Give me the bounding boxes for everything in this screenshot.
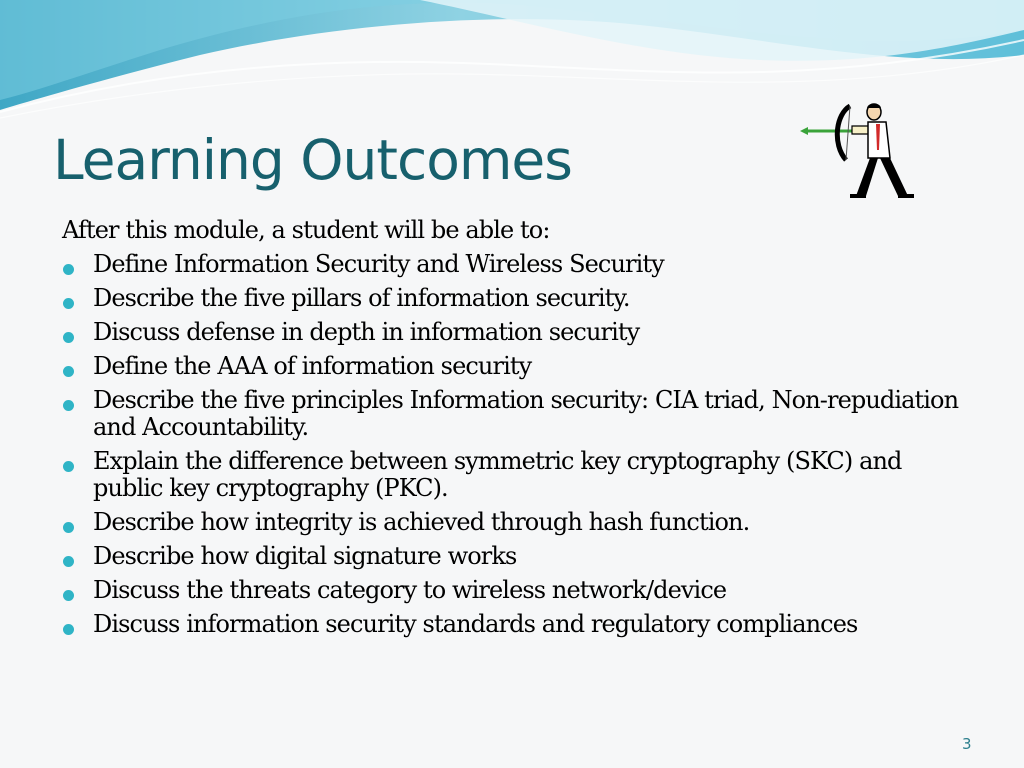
bullet-dot-icon	[63, 522, 74, 533]
outcome-text: Explain the difference between symmetric key cryptography (SKC) and public key cryptography (PKC).	[93, 446, 902, 502]
outcome-text: Describe the five pillars of information security.	[93, 283, 630, 312]
list-item	[62, 349, 962, 383]
archer-clipart	[800, 100, 918, 200]
outcome-text: Describe how integrity is achieved through hash function.	[93, 507, 750, 536]
outcome-text: Describe the five principles Information security: CIA triad, Non-repudiation and Accountability.	[93, 385, 959, 441]
list-item	[62, 539, 962, 573]
outcomes-list	[62, 247, 962, 641]
slide-title: Learning Outcomes	[53, 128, 572, 192]
list-item	[62, 247, 962, 281]
bullet-dot-icon	[63, 298, 74, 309]
outcome-text: Define Information Security and Wireless Security	[93, 249, 664, 278]
slide-body	[62, 213, 962, 641]
outcome-text: Define the AAA of information security	[93, 351, 532, 380]
bullet-dot-icon	[63, 366, 74, 377]
bullet-dot-icon	[63, 556, 74, 567]
list-item	[62, 315, 962, 349]
outcome-text: Discuss defense in depth in information security	[93, 317, 640, 346]
list-item	[62, 573, 962, 607]
list-item	[62, 607, 962, 641]
bullet-dot-icon	[63, 624, 74, 635]
list-item	[62, 281, 962, 315]
page-number: 3	[962, 735, 972, 753]
intro-text: After this module, a student will be able to:	[62, 216, 550, 244]
list-item	[62, 383, 962, 444]
bullet-dot-icon	[63, 332, 74, 343]
bullet-dot-icon	[63, 590, 74, 601]
bullet-dot-icon	[63, 461, 74, 472]
outcome-text: Describe how digital signature works	[93, 541, 517, 570]
bullet-dot-icon	[63, 400, 74, 411]
list-item	[62, 444, 962, 505]
list-item	[62, 505, 962, 539]
outcome-text: Discuss the threats category to wireless network/device	[93, 575, 727, 604]
bullet-dot-icon	[63, 264, 74, 275]
outcome-text: Discuss information security standards and regulatory compliances	[93, 609, 858, 638]
